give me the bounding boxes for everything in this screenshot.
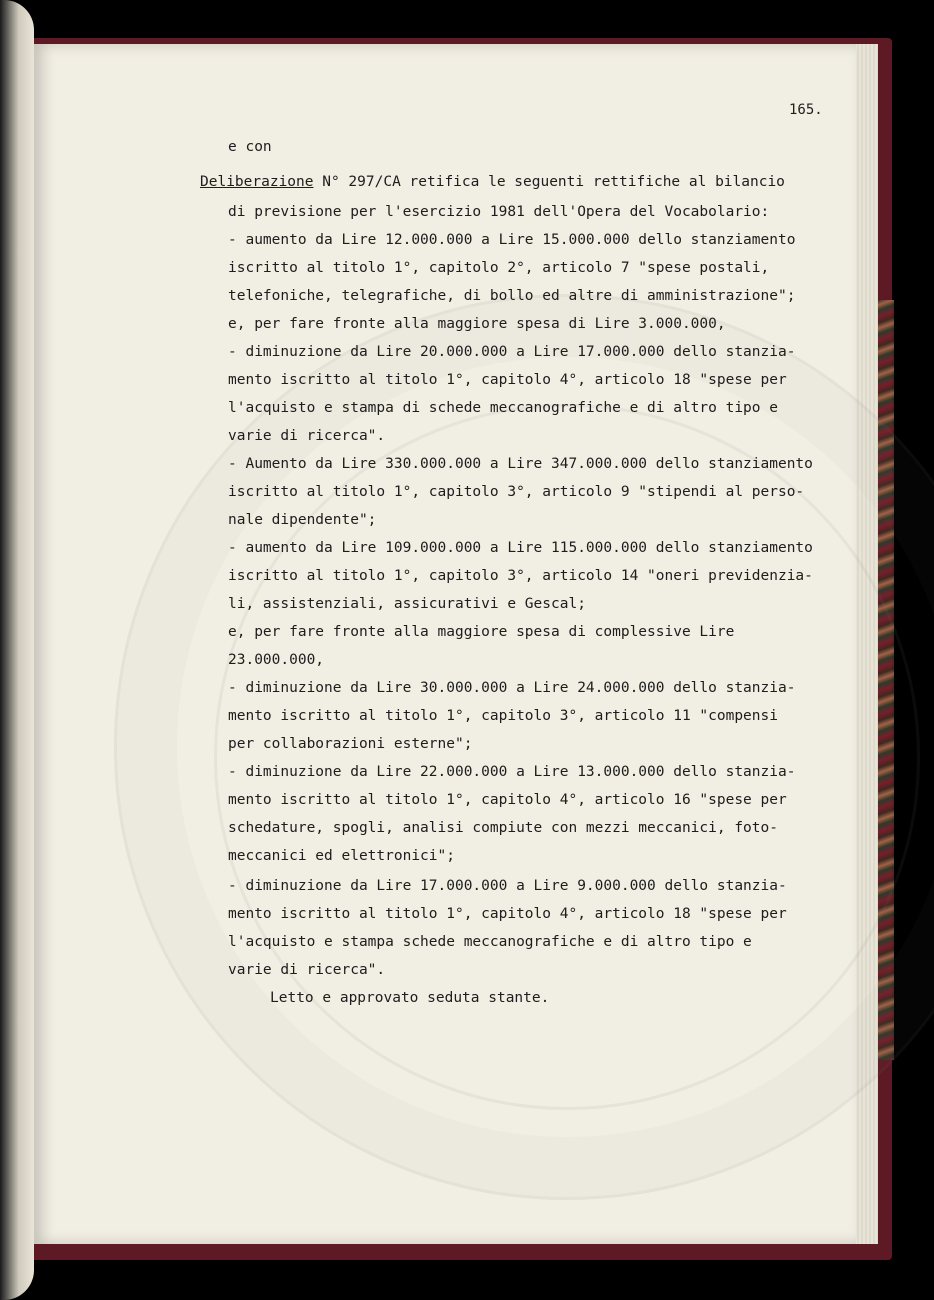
body-line: iscritto al titolo 1°, capitolo 2°, articolo 7 "spese postali,	[228, 260, 770, 276]
body-line: - diminuzione da Lire 22.000.000 a Lire 13.000.000 dello stanzia-	[228, 764, 796, 780]
body-line: varie di ricerca".	[228, 428, 386, 444]
body-line: meccanici ed elettronici";	[228, 848, 455, 864]
page-number: 165.	[789, 102, 823, 118]
body-line: per collaborazioni esterne";	[228, 736, 473, 752]
body-line: varie di ricerca".	[228, 962, 386, 978]
deliberation-label: Deliberazione	[200, 174, 314, 190]
body-line: e, per fare fronte alla maggiore spesa di complessive Lire	[228, 624, 735, 640]
document-page	[34, 44, 856, 1244]
body-line: mento iscritto al titolo 1°, capitolo 4°, articolo 16 "spese per	[228, 792, 787, 808]
body-line: mento iscritto al titolo 1°, capitolo 4°, articolo 18 "spese per	[228, 906, 787, 922]
body-line: 23.000.000,	[228, 652, 325, 668]
deliberation-line	[200, 174, 785, 190]
body-line: iscritto al titolo 1°, capitolo 3°, articolo 9 "stipendi al perso-	[228, 484, 805, 500]
deliberation-text: N° 297/CA retifica le seguenti rettifiche al bilancio	[313, 174, 785, 190]
body-line: - diminuzione da Lire 20.000.000 a Lire 17.000.000 dello stanzia-	[228, 344, 796, 360]
body-line: di previsione per l'esercizio 1981 dell'Opera del Vocabolario:	[228, 204, 770, 220]
body-line: - aumento da Lire 109.000.000 a Lire 115.000.000 dello stanziamento	[228, 540, 813, 556]
body-line: - diminuzione da Lire 17.000.000 a Lire 9.000.000 dello stanzia-	[228, 878, 787, 894]
body-line: telefoniche, telegrafiche, di bollo ed altre di amministrazione";	[228, 288, 796, 304]
body-line: mento iscritto al titolo 1°, capitolo 4°, articolo 18 "spese per	[228, 372, 787, 388]
intro-line: e con	[228, 139, 272, 155]
body-line: iscritto al titolo 1°, capitolo 3°, articolo 14 "oneri previdenzia-	[228, 568, 813, 584]
body-line: - aumento da Lire 12.000.000 a Lire 15.000.000 dello stanziamento	[228, 232, 796, 248]
body-line: e, per fare fronte alla maggiore spesa di Lire 3.000.000,	[228, 316, 726, 332]
body-line: l'acquisto e stampa schede meccanografiche e di altro tipo e	[228, 934, 752, 950]
body-line: nale dipendente";	[228, 512, 377, 528]
body-line: - diminuzione da Lire 30.000.000 a Lire 24.000.000 dello stanzia-	[228, 680, 796, 696]
body-line: - Aumento da Lire 330.000.000 a Lire 347.000.000 dello stanziamento	[228, 456, 813, 472]
closing-line: Letto e approvato seduta stante.	[270, 990, 550, 1006]
body-line: l'acquisto e stampa di schede meccanografiche e di altro tipo e	[228, 400, 778, 416]
body-line: mento iscritto al titolo 1°, capitolo 3°, articolo 11 "compensi	[228, 708, 778, 724]
body-line: li, assistenziali, assicurativi e Gescal;	[228, 596, 586, 612]
body-line: schedature, spogli, analisi compiute con mezzi meccanici, foto-	[228, 820, 778, 836]
